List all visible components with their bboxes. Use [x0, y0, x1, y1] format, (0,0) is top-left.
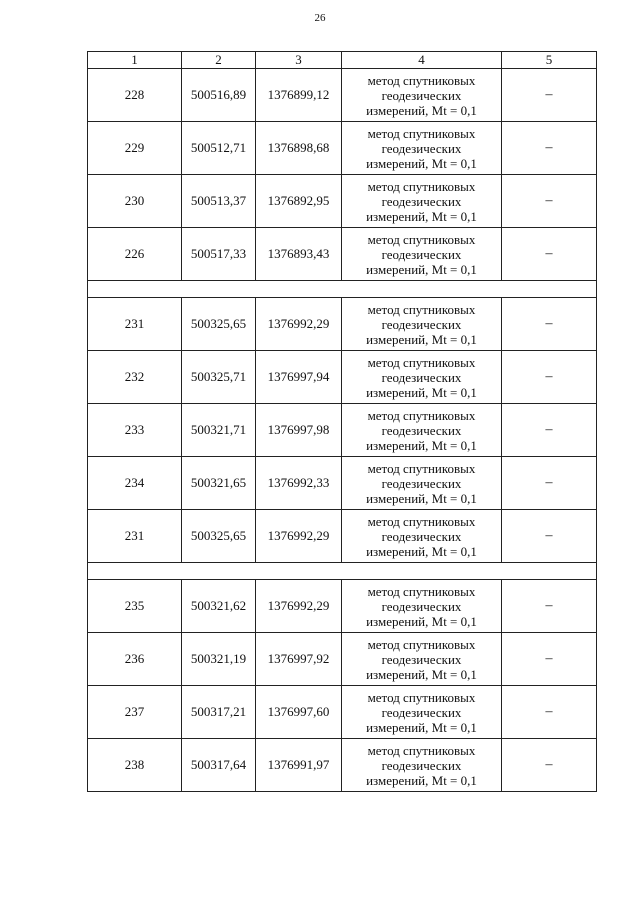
point-number-cell: 232	[88, 351, 182, 404]
note-cell: –	[502, 633, 597, 686]
x-coordinate-cell: 500325,65	[182, 298, 256, 351]
point-number-cell: 235	[88, 580, 182, 633]
y-coordinate-cell: 1376992,29	[256, 510, 342, 563]
table-row	[88, 457, 597, 510]
header-col-3: 3	[256, 52, 342, 69]
method-line: метод спутниковых	[367, 301, 476, 317]
method-line: геодезических	[381, 422, 462, 438]
note-cell: –	[502, 122, 597, 175]
method-cell	[342, 175, 502, 228]
table-row	[88, 351, 597, 404]
method-cell	[342, 457, 502, 510]
group-separator-cell	[88, 563, 597, 580]
method-line: геодезических	[381, 704, 462, 720]
method-cell	[342, 633, 502, 686]
table-row	[88, 686, 597, 739]
method-line: метод спутниковых	[367, 583, 476, 599]
method-line: геодезических	[381, 598, 462, 614]
note-cell: –	[502, 298, 597, 351]
method-line: геодезических	[381, 87, 462, 103]
y-coordinate-cell: 1376997,60	[256, 686, 342, 739]
x-coordinate-cell: 500317,64	[182, 739, 256, 792]
header-col-2: 2	[182, 52, 256, 69]
x-coordinate-cell: 500321,19	[182, 633, 256, 686]
method-line: метод спутниковых	[367, 742, 476, 758]
y-coordinate-cell: 1376997,92	[256, 633, 342, 686]
table-row	[88, 404, 597, 457]
method-line: метод спутниковых	[367, 460, 476, 476]
method-line: метод спутниковых	[367, 72, 476, 88]
x-coordinate-cell: 500321,71	[182, 404, 256, 457]
point-number-cell: 231	[88, 510, 182, 563]
method-line: измерений, Mt = 0,1	[366, 490, 477, 506]
header-row	[88, 52, 597, 69]
y-coordinate-cell: 1376992,29	[256, 580, 342, 633]
header-col-5: 5	[502, 52, 597, 69]
table-row	[88, 122, 597, 175]
x-coordinate-cell: 500516,89	[182, 69, 256, 122]
method-line: метод спутниковых	[367, 125, 476, 141]
table-row	[88, 228, 597, 281]
method-line: измерений, Mt = 0,1	[366, 437, 477, 453]
table-row	[88, 175, 597, 228]
note-cell: –	[502, 457, 597, 510]
y-coordinate-cell: 1376893,43	[256, 228, 342, 281]
method-line: измерений, Mt = 0,1	[366, 666, 477, 682]
method-cell	[342, 351, 502, 404]
method-line: метод спутниковых	[367, 354, 476, 370]
y-coordinate-cell: 1376898,68	[256, 122, 342, 175]
table-body	[88, 69, 597, 792]
method-line: геодезических	[381, 757, 462, 773]
method-cell	[342, 404, 502, 457]
method-line: измерений, Mt = 0,1	[366, 543, 477, 559]
point-number-cell: 234	[88, 457, 182, 510]
method-line: измерений, Mt = 0,1	[366, 772, 477, 788]
point-number-cell: 228	[88, 69, 182, 122]
method-line: измерений, Mt = 0,1	[366, 384, 477, 400]
note-cell: –	[502, 351, 597, 404]
method-line: измерений, Mt = 0,1	[366, 102, 477, 118]
method-line: геодезических	[381, 528, 462, 544]
method-line: метод спутниковых	[367, 407, 476, 423]
method-line: измерений, Mt = 0,1	[366, 719, 477, 735]
method-cell	[342, 686, 502, 739]
group-separator-row	[88, 563, 597, 580]
method-line: измерений, Mt = 0,1	[366, 613, 477, 629]
x-coordinate-cell: 500325,65	[182, 510, 256, 563]
method-line: измерений, Mt = 0,1	[366, 261, 477, 277]
note-cell: –	[502, 175, 597, 228]
method-line: геодезических	[381, 651, 462, 667]
point-number-cell: 236	[88, 633, 182, 686]
method-line: метод спутниковых	[367, 689, 476, 705]
point-number-cell: 238	[88, 739, 182, 792]
method-line: измерений, Mt = 0,1	[366, 155, 477, 171]
method-cell	[342, 69, 502, 122]
note-cell: –	[502, 69, 597, 122]
table-row	[88, 633, 597, 686]
header-col-1: 1	[88, 52, 182, 69]
y-coordinate-cell: 1376997,98	[256, 404, 342, 457]
method-line: геодезических	[381, 193, 462, 209]
point-number-cell: 233	[88, 404, 182, 457]
table-row	[88, 298, 597, 351]
note-cell: –	[502, 739, 597, 792]
point-number-cell: 231	[88, 298, 182, 351]
method-line: метод спутниковых	[367, 178, 476, 194]
x-coordinate-cell: 500321,62	[182, 580, 256, 633]
method-cell	[342, 739, 502, 792]
table-row	[88, 69, 597, 122]
method-cell	[342, 510, 502, 563]
y-coordinate-cell: 1376991,97	[256, 739, 342, 792]
table-row	[88, 510, 597, 563]
method-line: измерений, Mt = 0,1	[366, 208, 477, 224]
y-coordinate-cell: 1376892,95	[256, 175, 342, 228]
note-cell: –	[502, 580, 597, 633]
x-coordinate-cell: 500317,21	[182, 686, 256, 739]
page-number: 26	[314, 12, 326, 24]
y-coordinate-cell: 1376992,33	[256, 457, 342, 510]
method-line: геодезических	[381, 246, 462, 262]
y-coordinate-cell: 1376899,12	[256, 69, 342, 122]
method-line: измерений, Mt = 0,1	[366, 331, 477, 347]
group-separator-row	[88, 281, 597, 298]
method-line: геодезических	[381, 369, 462, 385]
method-cell	[342, 580, 502, 633]
x-coordinate-cell: 500512,71	[182, 122, 256, 175]
point-number-cell: 226	[88, 228, 182, 281]
method-line: геодезических	[381, 316, 462, 332]
method-cell	[342, 122, 502, 175]
table-row	[88, 739, 597, 792]
note-cell: –	[502, 686, 597, 739]
point-number-cell: 229	[88, 122, 182, 175]
y-coordinate-cell: 1376997,94	[256, 351, 342, 404]
point-number-cell: 237	[88, 686, 182, 739]
note-cell: –	[502, 510, 597, 563]
method-line: геодезических	[381, 140, 462, 156]
point-number-cell: 230	[88, 175, 182, 228]
method-cell	[342, 228, 502, 281]
method-line: геодезических	[381, 475, 462, 491]
x-coordinate-cell: 500325,71	[182, 351, 256, 404]
note-cell: –	[502, 228, 597, 281]
table-row	[88, 580, 597, 633]
x-coordinate-cell: 500321,65	[182, 457, 256, 510]
method-line: метод спутниковых	[367, 231, 476, 247]
method-line: метод спутниковых	[367, 513, 476, 529]
group-separator-cell	[88, 281, 597, 298]
x-coordinate-cell: 500513,37	[182, 175, 256, 228]
method-line: метод спутниковых	[367, 636, 476, 652]
coordinates-table	[87, 51, 597, 792]
x-coordinate-cell: 500517,33	[182, 228, 256, 281]
y-coordinate-cell: 1376992,29	[256, 298, 342, 351]
note-cell: –	[502, 404, 597, 457]
method-cell	[342, 298, 502, 351]
header-col-4: 4	[342, 52, 502, 69]
